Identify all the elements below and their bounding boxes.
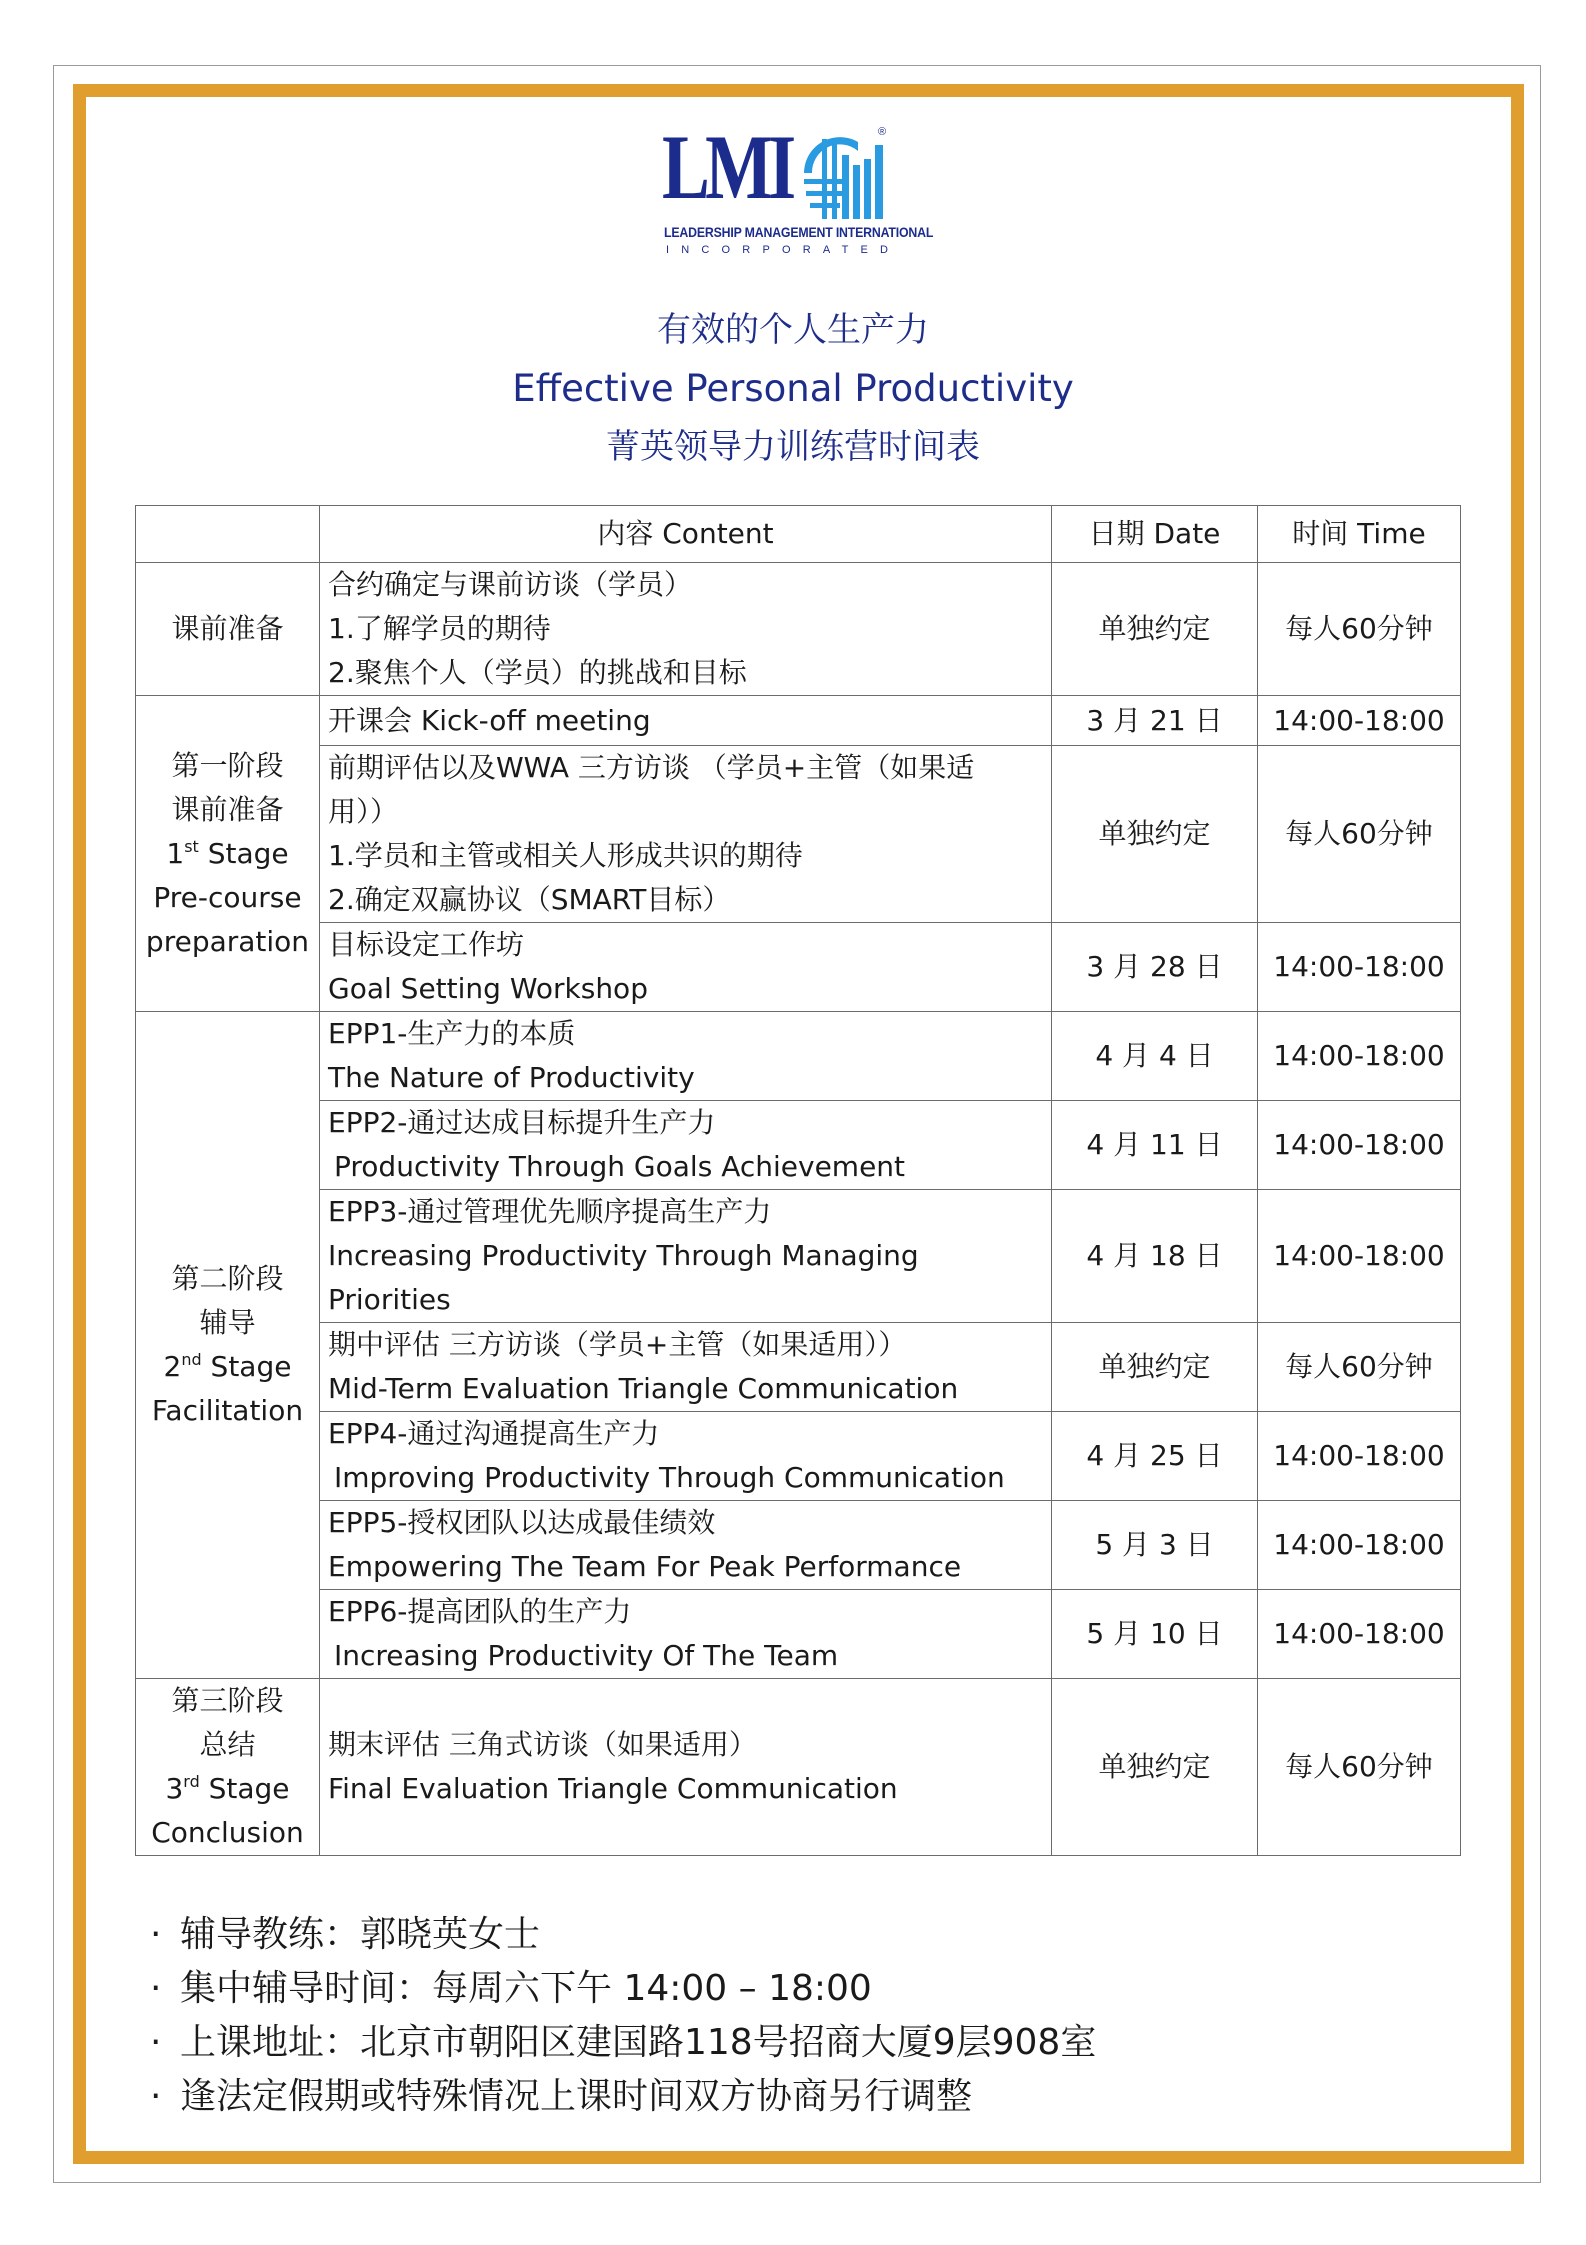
content-line: EPP4-通过沟通提高生产力 [328, 1417, 660, 1450]
content-cell [320, 1679, 1052, 1856]
time-cell: 14:00-18:00 [1258, 923, 1461, 1012]
stage-1-en1: Pre-course [153, 880, 302, 914]
logo-incorporated: INCORPORATED [666, 244, 901, 256]
time-cell: 14:00-18:00 [1258, 696, 1461, 746]
content-cell [320, 1323, 1052, 1412]
stage-3-label: 3rd Stage [165, 1772, 290, 1805]
content-line: Goal Setting Workshop [328, 972, 648, 1005]
content-line: Final Evaluation Triangle Communication [328, 1772, 898, 1805]
content-cell [320, 1412, 1052, 1501]
content-line: 1.学员和主管或相关人形成共识的期待 [328, 839, 803, 872]
content-cell [320, 1101, 1052, 1190]
content-line: 期末评估 三角式访谈（如果适用） [328, 1728, 757, 1761]
content-line: Increasing Productivity Through Managing [328, 1239, 919, 1272]
content-line: 2.聚焦个人（学员）的挑战和目标 [328, 656, 747, 689]
note-item: · 上课地址：北京市朝阳区建国路118号招商大厦9层908室 [150, 2022, 1097, 2063]
stage-2-cn2: 辅导 [199, 1306, 256, 1339]
content-cell [320, 1012, 1052, 1101]
stage-1-label: 1st Stage [166, 836, 289, 870]
table-row [136, 1190, 1461, 1323]
header-date: 日期 Date [1052, 506, 1258, 563]
time-cell: 每人60分钟 [1258, 1679, 1461, 1856]
date-cell: 4 月 25 日 [1052, 1412, 1258, 1501]
time-cell: 14:00-18:00 [1258, 1012, 1461, 1101]
content-line: EPP5-授权团队以达成最佳绩效 [328, 1506, 716, 1539]
note-item: · 辅导教练：郭晓英女士 [150, 1914, 541, 1955]
header-content: 内容 Content [320, 506, 1052, 563]
lmi-logo [662, 116, 934, 262]
time-cell: 14:00-18:00 [1258, 1101, 1461, 1190]
stage-1-en2: preparation [145, 924, 310, 958]
time-cell: 每人60分钟 [1258, 746, 1461, 923]
date-cell: 3 月 21 日 [1052, 696, 1258, 746]
logo-wordmark: LMI [662, 116, 792, 218]
content-line: 2.确定双赢协议（SMART目标） [328, 883, 731, 916]
content-line: EPP3-通过管理优先顺序提高生产力 [328, 1195, 772, 1228]
content-line: 前期评估以及WWA 三方访谈 （学员+主管（如果适用）） [328, 751, 975, 828]
date-cell: 单独约定 [1052, 1323, 1258, 1412]
content-line: Improving Productivity Through Communication [334, 1461, 1005, 1494]
table-row [136, 746, 1461, 923]
date-cell: 3 月 28 日 [1052, 923, 1258, 1012]
svg-text:®: ® [878, 126, 887, 138]
table-row [136, 1412, 1461, 1501]
time-cell: 每人60分钟 [1258, 1323, 1461, 1412]
date-cell: 5 月 10 日 [1052, 1590, 1258, 1679]
time-cell: 14:00-18:00 [1258, 1501, 1461, 1590]
time-cell: 14:00-18:00 [1258, 1190, 1461, 1323]
content-cell [320, 563, 1052, 696]
globe-icon [798, 125, 890, 221]
content-cell [320, 1501, 1052, 1590]
title-english: Effective Personal Productivity [512, 367, 1074, 410]
stage-1-cn1: 第一阶段 [171, 748, 284, 782]
title-chinese: 有效的个人生产力 [657, 310, 929, 350]
stage-2-en1: Facilitation [151, 1394, 304, 1427]
header-time: 时间 Time [1258, 506, 1461, 563]
time-cell: 14:00-18:00 [1258, 1590, 1461, 1679]
content-line: 开课会 Kick-off meeting [328, 703, 651, 737]
table-row [136, 1679, 1461, 1856]
content-line: Priorities [328, 1283, 451, 1316]
schedule-table [135, 505, 1461, 1856]
notes-list [150, 1908, 1096, 2124]
header-stage [136, 506, 320, 563]
content-cell [320, 746, 1052, 923]
stage-1-cell [136, 696, 320, 1012]
table-header-row [136, 506, 1461, 563]
content-line: Increasing Productivity Of The Team [334, 1639, 839, 1672]
stage-2-cn1: 第二阶段 [171, 1262, 284, 1295]
date-cell: 单独约定 [1052, 746, 1258, 923]
content-cell [320, 696, 1052, 746]
date-cell: 5 月 3 日 [1052, 1501, 1258, 1590]
content-cell [320, 1190, 1052, 1323]
logo-subtitle: LEADERSHIP MANAGEMENT INTERNATIONAL [664, 224, 934, 240]
content-line: 1.了解学员的期待 [328, 612, 551, 645]
table-row [136, 1101, 1461, 1190]
title-subtitle: 菁英领导力训练营时间表 [606, 427, 980, 467]
stage-2-cell [136, 1012, 320, 1679]
date-cell: 4 月 18 日 [1052, 1190, 1258, 1323]
content-line: 目标设定工作坊 [328, 928, 525, 961]
date-cell: 单独约定 [1052, 563, 1258, 696]
content-line: EPP2-通过达成目标提升生产力 [328, 1106, 716, 1139]
table-row [136, 563, 1461, 696]
date-cell: 4 月 4 日 [1052, 1012, 1258, 1101]
date-cell: 4 月 11 日 [1052, 1101, 1258, 1190]
content-line: EPP1-生产力的本质 [328, 1017, 576, 1050]
stage-pre: 课前准备 [136, 563, 320, 696]
time-cell: 14:00-18:00 [1258, 1412, 1461, 1501]
time-cell: 每人60分钟 [1258, 563, 1461, 696]
content-line: Mid-Term Evaluation Triangle Communication [328, 1372, 959, 1405]
stage-3-cell [136, 1679, 320, 1856]
date-cell: 单独约定 [1052, 1679, 1258, 1856]
content-line: 合约确定与课前访谈（学员） [328, 568, 693, 601]
table-row [136, 923, 1461, 1012]
stage-2-label: 2nd Stage [163, 1350, 292, 1383]
content-cell [320, 923, 1052, 1012]
table-row [136, 1501, 1461, 1590]
table-row [136, 1323, 1461, 1412]
content-line: Empowering The Team For Peak Performance [328, 1550, 962, 1583]
content-line: 期中评估 三方访谈（学员+主管（如果适用）） [328, 1328, 907, 1361]
content-line: Productivity Through Goals Achievement [334, 1150, 906, 1183]
table-row [136, 1012, 1461, 1101]
content-line: The Nature of Productivity [328, 1061, 695, 1094]
table-row [136, 1590, 1461, 1679]
table-row [136, 696, 1461, 746]
note-item: · 集中辅导时间：每周六下午 14:00 – 18:00 [150, 1968, 872, 2009]
stage-3-cn2: 总结 [199, 1728, 256, 1761]
stage-3-en1: Conclusion [151, 1816, 304, 1849]
stage-3-cn1: 第三阶段 [171, 1684, 284, 1717]
note-item: · 逢法定假期或特殊情况上课时间双方协商另行调整 [150, 2076, 973, 2117]
content-cell [320, 1590, 1052, 1679]
stage-1-cn2: 课前准备 [171, 792, 284, 826]
content-line: EPP6-提高团队的生产力 [328, 1595, 632, 1628]
